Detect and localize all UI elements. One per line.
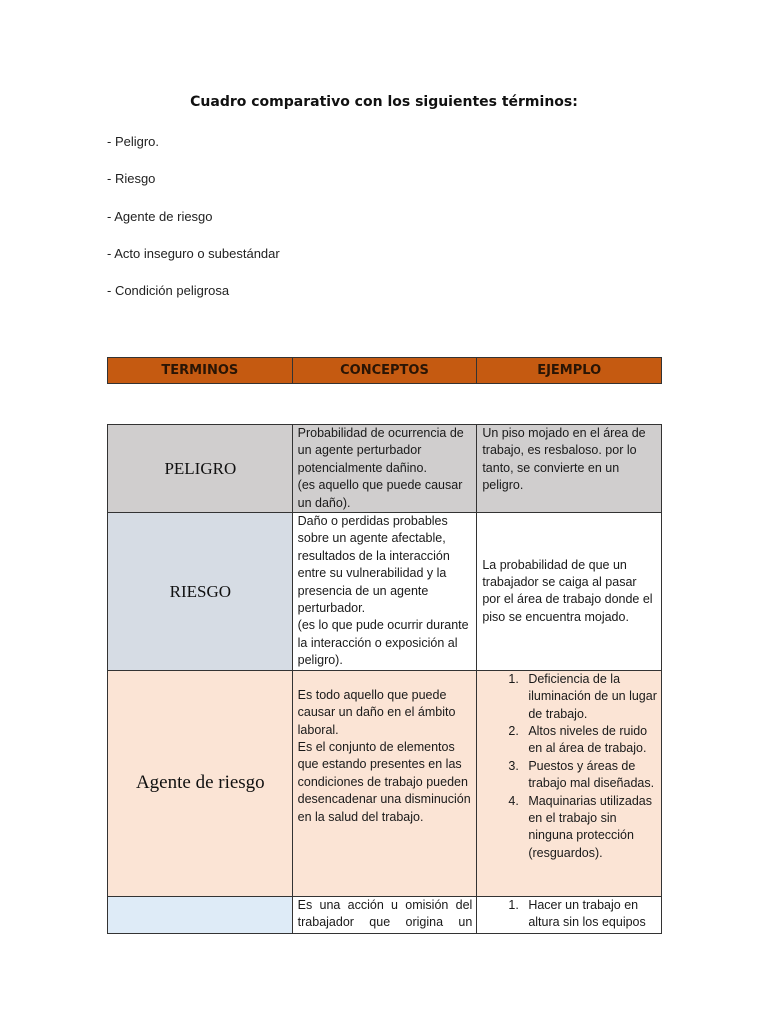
list-item: - Riesgo [107, 171, 156, 187]
list-item: 1. Hacer un trabajo en altura sin los equipos [522, 897, 657, 932]
example-cell [477, 670, 662, 896]
list-item: - Condición peligrosa [107, 283, 230, 299]
list-item: - Agente de riesgo [107, 208, 213, 224]
term-cell [108, 896, 293, 933]
terms-list [107, 134, 280, 320]
table-row [108, 425, 662, 513]
header-table [107, 357, 662, 384]
term-cell: RIESGO [108, 513, 293, 671]
list-item: 1. Deficiencia de la iluminación de un lugar de trabajo. [522, 671, 657, 723]
document-title: Cuadro comparativo con los siguientes términos: [190, 94, 578, 110]
table-row [108, 670, 662, 896]
concept-line: trabajador que origina un [297, 915, 473, 930]
concept-cell: Daño o perdidas probables sobre un agente afectable, resultados de la interacción entre su vulnerabilidad y la presencia de un agente perturbador. (es lo que pude ocurrir durante la interacción o exposición al peligro). [292, 513, 477, 671]
example-cell [477, 896, 662, 933]
concept-line: Es una acción u omisión del [297, 897, 473, 912]
table-row [108, 513, 662, 671]
list-item: 3. Puestos y áreas de trabajo mal diseñadas. [522, 758, 657, 793]
example-cell: La probabilidad de que un trabajador se caiga al pasar por el área de trabajo donde el piso se encuentra mojado. [477, 513, 662, 671]
list-item: - Acto inseguro o subestándar [107, 245, 280, 261]
comparison-table [107, 424, 662, 934]
list-item: - Peligro. [107, 134, 160, 149]
example-list [482, 897, 657, 932]
example-list [482, 671, 657, 862]
concept-cell [292, 896, 477, 933]
header-ejemplo: EJEMPLO [477, 358, 662, 384]
list-item: 4. Maquinarias utilizadas en el trabajo sin ninguna protección (resguardos). [522, 793, 657, 863]
term-cell: Agente de riesgo [108, 670, 293, 896]
header-conceptos: CONCEPTOS [292, 358, 477, 384]
header-terminos: TERMINOS [108, 358, 293, 384]
concept-cell: Es todo aquello que puede causar un daño en el ámbito laboral. Es el conjunto de elementos que estando presentes en las condiciones de trabajo pueden desencadenar una disminución en la salud del trabajo. [292, 670, 477, 896]
example-cell: Un piso mojado en el área de trabajo, es resbaloso. por lo tanto, se convierte en un peligro. [477, 425, 662, 513]
list-item: 2. Altos niveles de ruido en al área de trabajo. [522, 723, 657, 758]
table-row [108, 896, 662, 933]
term-cell: PELIGRO [108, 425, 293, 513]
concept-cell: Probabilidad de ocurrencia de un agente perturbador potencialmente dañino. (es aquello que puede causar un daño). [292, 425, 477, 513]
